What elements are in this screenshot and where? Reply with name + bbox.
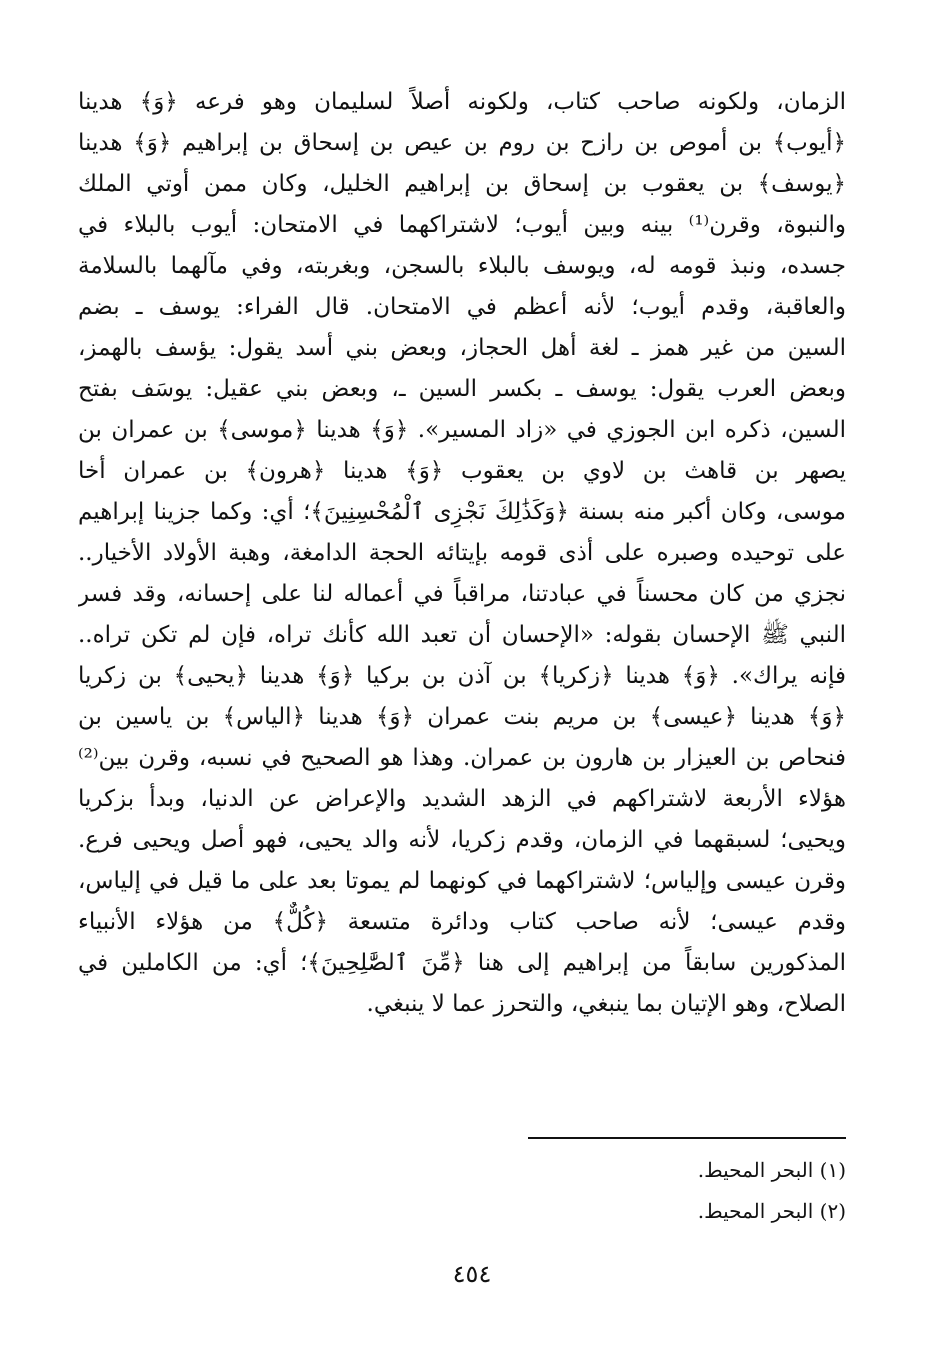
page-number: ٤٥٤ bbox=[452, 1260, 492, 1288]
text-line: يصهر بن قاهث بن لاوي بن يعقوب ﴿وَ﴾ هدينا ﴿هرون﴾ بن عمران أخا bbox=[78, 458, 846, 484]
text-line: نجزي من كان محسناً في عبادتنا، مراقباً في أعماله لنا على إحسانه، وقد فسر bbox=[78, 581, 846, 607]
text-line: ويحيى؛ لسبقهما في الزمان، وقدم زكريا، لأنه والد يحيى، فهو أصل ويحيى فرع. bbox=[78, 827, 846, 853]
text-line: هؤلاء الأربعة لاشتراكهم في الزهد الشديد والإعراض عن الدنيا، وبدأ بزكريا bbox=[78, 786, 846, 812]
footnote-2: (٢) البحر المحيط. bbox=[697, 1199, 846, 1223]
text-line: جسده، ونبذ قومه له، ويوسف بالبلاء بالسجن، وبغربته، وفي مآلهما بالسلامة bbox=[78, 253, 846, 279]
text-line: ﴿وَ﴾ هدينا ﴿عيسى﴾ بن مريم بنت عمران ﴿وَ﴾ هدينا ﴿الياس﴾ بن ياسين بن bbox=[78, 704, 846, 730]
text-line: ﴿أيوب﴾ بن أموص بن رازح بن روم بن عيص بن إسحاق بن إبراهيم ﴿وَ﴾ هدينا bbox=[78, 130, 846, 156]
text-line: موسى، وكان أكبر منه بسنة ﴿وَكَذَٰلِكَ نَجْزِى ٱلْمُحْسِنِينَ﴾؛ أي: وكما جزينا إبراهيم bbox=[78, 499, 846, 525]
text-line: والعاقبة، وقدم أيوب؛ لأنه أعظم في الامتحان. قال الفراء: يوسف ـ بضم bbox=[78, 294, 846, 320]
main-text bbox=[78, 82, 846, 1025]
text-line: السين، ذكره ابن الجوزي في «زاد المسير». ﴿وَ﴾ هدينا ﴿موسى﴾ بن عمران بن bbox=[78, 417, 846, 443]
text-line: ﴿يوسف﴾ بن يعقوب بن إسحاق بن إبراهيم الخليل، وكان ممن أوتي الملك bbox=[78, 171, 846, 197]
footnote-1: (١) البحر المحيط. bbox=[697, 1158, 846, 1182]
text-line: فنحاص بن العيزار بن هارون بن عمران. وهذا هو الصحيح في نسبه، وقرن بين⁽²⁾ bbox=[78, 745, 846, 771]
text-line: على توحيده وصبره على أذى قومه بإيتائه الحجة الدامغة، وهبة الأولاد الأخيار.. bbox=[78, 540, 846, 566]
footnotes bbox=[500, 1150, 846, 1232]
text-line: السين من غير همز ـ لغة أهل الحجاز، وبعض بني أسد يقول: يؤسف بالهمز، bbox=[78, 335, 846, 361]
text-line: والنبوة، وقرن⁽¹⁾ بينه وبين أيوب؛ لاشتراكهما في الامتحان: أيوب بالبلاء في bbox=[78, 212, 846, 238]
text-line: وقدم عيسى؛ لأنه صاحب كتاب ودائرة متسعة ﴿كُلٌّ﴾ من هؤلاء الأنبياء bbox=[78, 909, 846, 935]
text-line: النبي ﷺ الإحسان بقوله: «الإحسان أن تعبد الله كأنك تراه، فإن لم تكن تراه.. bbox=[78, 622, 846, 648]
text-line: المذكورين سابقاً من إبراهيم إلى هنا ﴿مِّنَ ٱلصَّٰلِحِينَ﴾؛ أي: من الكاملين في bbox=[78, 950, 846, 976]
text-line: الزمان، ولكونه صاحب كتاب، ولكونه أصلاً لسليمان وهو فرعه ﴿وَ﴾ هدينا bbox=[78, 89, 846, 115]
footnote-separator bbox=[528, 1137, 846, 1139]
text-line: فإنه يراك». ﴿وَ﴾ هدينا ﴿زكريا﴾ بن آذن بن بركيا ﴿وَ﴾ هدينا ﴿يحيى﴾ بن زكريا bbox=[78, 663, 846, 689]
text-line: وبعض العرب يقول: يوسف ـ بكسر السين ـ، وبعض بني عقيل: يوسَف بفتح bbox=[78, 376, 846, 402]
text-line: الصلاح، وهو الإتيان بما ينبغي، والتحرز عما لا ينبغي. bbox=[366, 991, 846, 1017]
text-line: وقرن عيسى وإلياس؛ لاشتراكهما في كونهما لم يموتا بعد على ما قيل في إلياس، bbox=[78, 868, 846, 894]
